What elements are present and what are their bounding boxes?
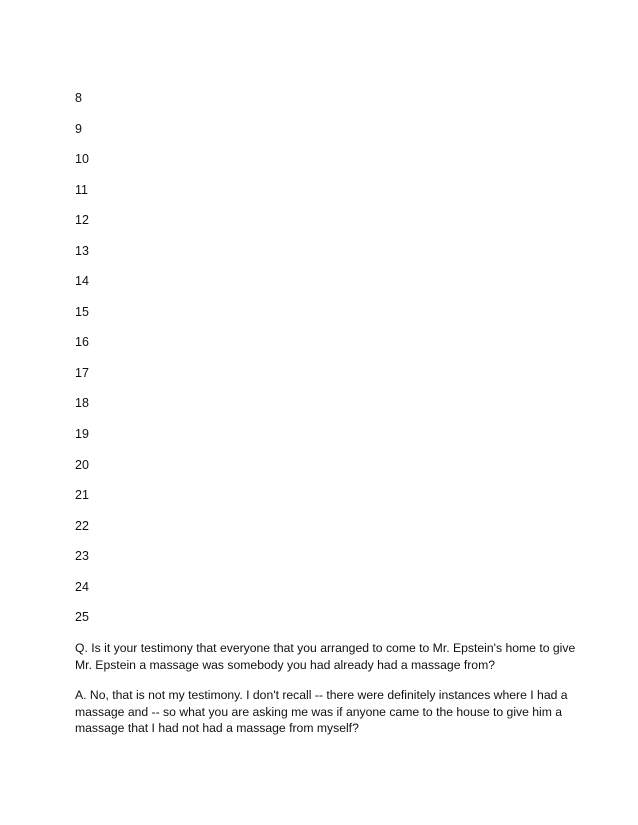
answer-paragraph: [75, 687, 568, 737]
line-number: 22: [75, 518, 89, 533]
question-paragraph: [75, 640, 576, 673]
answer-line: A. No, that is not my testimony. I don't recall -- there were definitely instances where I had a: [75, 688, 568, 702]
question-line: Mr. Epstein a massage was somebody you had already had a massage from?: [75, 657, 496, 672]
answer-line: massage and -- so what you are asking me was if anyone came to the house to give him a: [75, 704, 563, 719]
line-number: 17: [75, 365, 89, 380]
line-number: 24: [75, 579, 89, 594]
answer-line: massage that I had not had a massage from myself?: [75, 721, 359, 735]
line-number: 15: [75, 304, 89, 319]
line-number: 8: [75, 91, 82, 105]
line-number: 14: [75, 274, 89, 289]
testimony-text: [75, 640, 576, 751]
line-number: 19: [75, 427, 89, 442]
line-number: 9: [75, 121, 82, 136]
line-number-column: [75, 88, 89, 638]
line-number: 16: [75, 335, 89, 350]
line-number: 23: [75, 549, 89, 564]
line-number: 13: [75, 243, 89, 258]
line-number: 11: [75, 182, 88, 197]
line-number: 18: [75, 396, 89, 411]
line-number: 10: [75, 152, 89, 167]
line-number: 12: [75, 213, 89, 228]
line-number: 20: [75, 457, 89, 472]
line-number: 21: [75, 488, 89, 503]
question-line: Q. Is it your testimony that everyone that you arranged to come to Mr. Epstein's home to give: [75, 641, 576, 655]
line-number: 25: [75, 610, 89, 625]
